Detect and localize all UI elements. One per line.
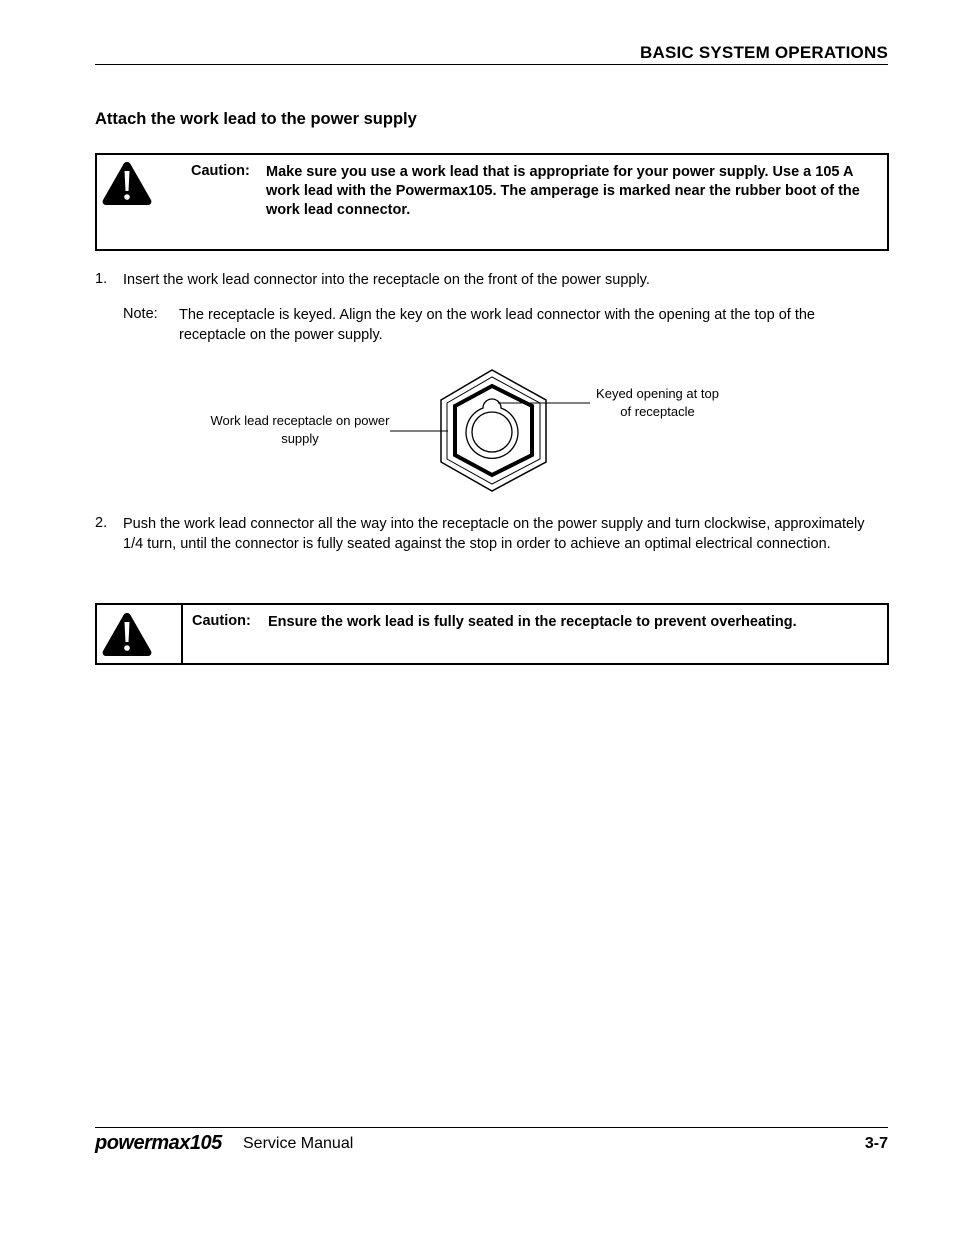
caution-label: Caution: xyxy=(191,163,250,179)
page-header-title: BASIC SYSTEM OPERATIONS xyxy=(640,43,888,62)
receptacle-diagram xyxy=(380,360,620,495)
warning-triangle-icon xyxy=(101,610,153,658)
caution-box xyxy=(95,153,889,251)
callout-keyed-opening: Keyed opening at top of receptacle xyxy=(596,386,719,419)
footer-rule xyxy=(95,1127,888,1128)
step-text: Insert the work lead connector into the receptacle on the front of the power supply. xyxy=(123,272,650,288)
hex-inner xyxy=(447,377,540,484)
caution-text: Ensure the work lead is fully seated in the receptacle to prevent overheating. xyxy=(268,614,797,630)
page-number: 3-7 xyxy=(864,1135,888,1152)
header-rule xyxy=(95,64,888,65)
caution-label: Caution: xyxy=(192,613,251,629)
keyed-opening xyxy=(466,399,518,458)
section-title: Attach the work lead to the power supply xyxy=(95,110,417,128)
caution-divider xyxy=(181,605,183,663)
step-text: Push the work lead connector all the way into the receptacle on the power supply and turn clockwise, approximately 1/4 turn, until the connector is fully seated against the stop in order to achieve an optimal electrical connection. xyxy=(123,516,865,552)
callout-receptacle: Work lead receptacle on power supply xyxy=(210,413,390,446)
caution-box xyxy=(95,603,889,665)
footer-manual-title: Service Manual xyxy=(243,1135,354,1152)
step-number: 1. xyxy=(95,271,108,287)
note-text: The receptacle is keyed. Align the key on the work lead connector with the opening at the top of the receptacle on the power supply. xyxy=(179,307,815,343)
footer-brand-logo: powermax105 xyxy=(95,1132,222,1154)
note-label: Note: xyxy=(123,306,158,322)
warning-triangle-icon xyxy=(101,159,153,207)
receptacle-socket xyxy=(472,412,512,452)
step-number: 2. xyxy=(95,515,108,531)
caution-text: Make sure you use a work lead that is appropriate for your power supply. Use a 105 A work lead with the Powermax105. The amperage is marked near the rubber boot of the work lead connector. xyxy=(266,164,860,218)
